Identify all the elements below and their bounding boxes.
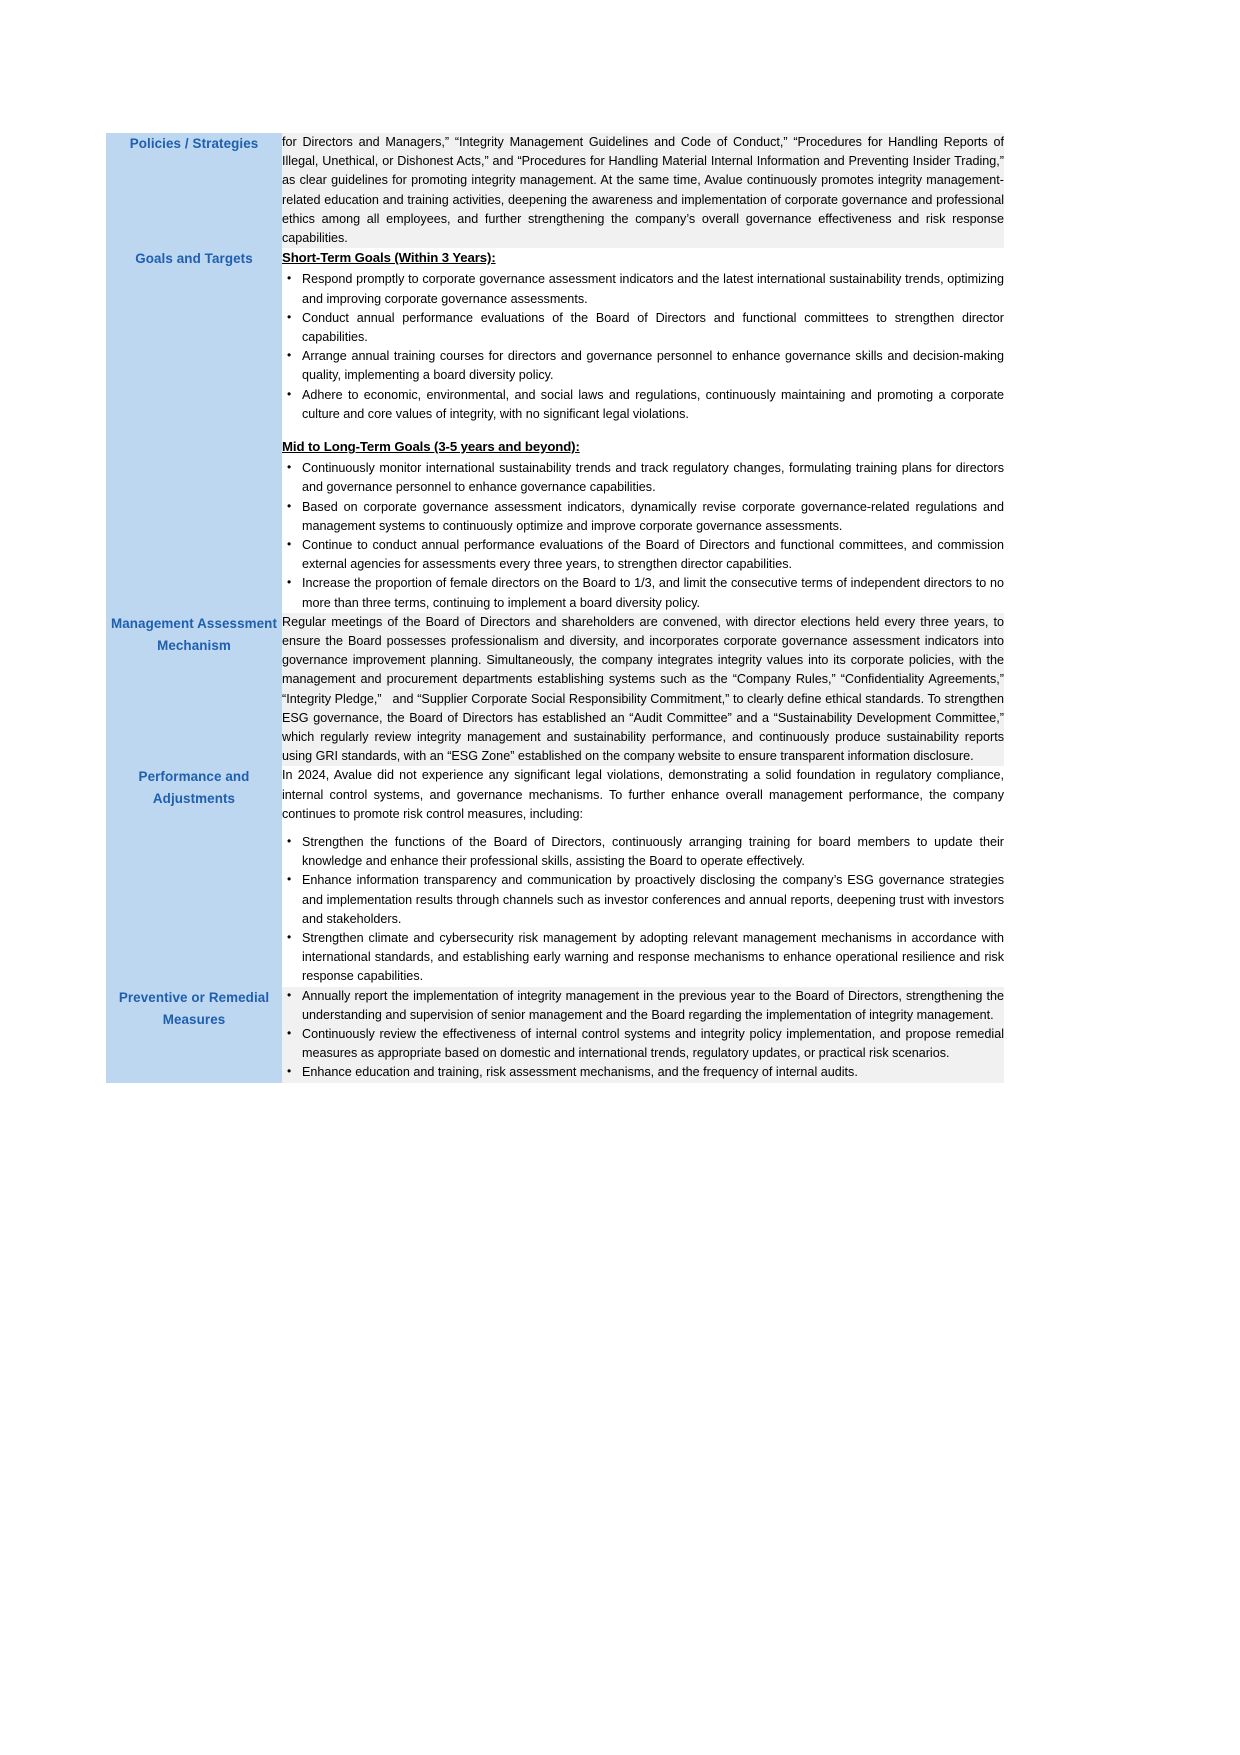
row-label-goals-and-targets: Goals and Targets xyxy=(106,248,282,613)
list-item: • Adhere to economic, environmental, and social laws and regulations, continuously maintaining and promoting a corporate culture and core values of integrity, with no significant legal violations. xyxy=(282,386,1004,424)
table-row xyxy=(106,133,1004,248)
row-content-management-assessment-mechanism xyxy=(282,613,1004,767)
list-item: • Strengthen the functions of the Board of Directors, continuously arranging training for board members to update their knowledge and enhance their professional skills, assisting the Board to operate effectively. xyxy=(282,833,1004,871)
mid-long-term-goals-heading: Mid to Long-Term Goals (3-5 years and beyond): xyxy=(282,438,580,454)
row-label-performance-and-adjustments: Performance and Adjustments xyxy=(106,766,282,986)
row-content-policies-strategies xyxy=(282,133,1004,248)
section-gap xyxy=(282,424,1004,437)
governance-table-container xyxy=(106,133,1004,1083)
preventive-measures-list xyxy=(282,987,1004,1083)
list-item: • Continuously monitor international sustainability trends and track regulatory changes, formulating training plans for directors and governance personnel to enhance governance capabilities. xyxy=(282,459,1004,497)
table-row xyxy=(106,248,1004,613)
paragraph: Regular meetings of the Board of Directors and shareholders are convened, with director elections held every three years, to ensure the Board possesses professionalism and diversity, and incorporates corporate governance assessment indicators into governance improvement planning. Simultaneously, the company integrates integrity values into its corporate policies, with the management and procurement departments establishing systems such as the “Company Rules,” “Confidentiality Agreements,” “Integrity Pledge,” and “Supplier Corporate Social Responsibility Commitment,” to clearly define ethical standards. To strengthen ESG governance, the Board of Directors has established an “Audit Committee” and a “Sustainability Development Committee,” which regularly review integrity management and sustainability performance, and continuously produce sustainability reports using GRI standards, with an “ESG Zone” established on the company website to ensure transparent information disclosure. xyxy=(282,614,1004,764)
table-row xyxy=(106,987,1004,1083)
paragraph: for Directors and Managers,” “Integrity Management Guidelines and Code of Conduct,” “Procedures for Handling Reports of Illegal, Unethical, or Dishonest Acts,” and “Procedures for Handling Material Internal Information and Preventing Insider Trading,” as clear guidelines for promoting integrity management. At the same time, Avalue continuously promotes integrity management-related education and training activities, deepening the awareness and implementation of corporate governance and professional ethics among all employees, and further strengthening the company’s overall governance effectiveness and risk response capabilities. xyxy=(282,135,1004,246)
table-row xyxy=(106,613,1004,767)
list-item: • Based on corporate governance assessment indicators, dynamically revise corporate governance-related regulations and management systems to continuously optimize and improve corporate governance assessments. xyxy=(282,498,1004,536)
list-item: • Arrange annual training courses for directors and governance personnel to enhance governance skills and decision-making quality, implementing a board diversity policy. xyxy=(282,347,1004,385)
row-label-policies-strategies: Policies / Strategies xyxy=(106,133,282,248)
list-item: • Annually report the implementation of integrity management in the previous year to the Board of Directors, strengthening the understanding and supervision of senior management and the Board regarding the implementation of integrity management. xyxy=(282,987,1004,1025)
short-term-goals-list xyxy=(282,270,1004,424)
list-item: • Continue to conduct annual performance evaluations of the Board of Directors and functional committees, and commission external agencies for assessments every three years, to strengthen director capabilities. xyxy=(282,536,1004,574)
mid-long-term-goals-list xyxy=(282,459,1004,613)
list-item: • Increase the proportion of female directors on the Board to 1/3, and limit the consecutive terms of independent directors to no more than three terms, continuing to implement a board diversity policy. xyxy=(282,574,1004,612)
row-content-preventive-or-remedial-measures xyxy=(282,987,1004,1083)
list-item: • Enhance information transparency and communication by proactively disclosing the company’s ESG governance strategies and implementation results through channels such as investor conferences and annual reports, deepening trust with investors and stakeholders. xyxy=(282,871,1004,929)
list-item: • Respond promptly to corporate governance assessment indicators and the latest international sustainability trends, optimizing and improving corporate governance assessments. xyxy=(282,270,1004,308)
list-item: • Strengthen climate and cybersecurity risk management by adopting relevant management mechanisms in accordance with international standards, and establishing early warning and response mechanisms to enhance operational resilience and risk response capabilities. xyxy=(282,929,1004,987)
row-label-management-assessment-mechanism: Management Assessment Mechanism xyxy=(106,613,282,767)
row-label-preventive-or-remedial-measures: Preventive or Remedial Measures xyxy=(106,987,282,1083)
row-content-performance-and-adjustments xyxy=(282,766,1004,986)
list-item: • Enhance education and training, risk assessment mechanisms, and the frequency of internal audits. xyxy=(282,1063,1004,1082)
performance-measures-list xyxy=(282,833,1004,987)
governance-table-body xyxy=(106,133,1004,1083)
row-content-goals-and-targets xyxy=(282,248,1004,613)
governance-table xyxy=(106,133,1004,1083)
table-row xyxy=(106,766,1004,986)
list-item: • Conduct annual performance evaluations of the Board of Directors and functional committees to strengthen director capabilities. xyxy=(282,309,1004,347)
short-term-goals-heading: Short-Term Goals (Within 3 Years): xyxy=(282,250,496,266)
intro-paragraph: In 2024, Avalue did not experience any significant legal violations, demonstrating a solid foundation in regulatory compliance, internal control systems, and governance mechanisms. To further enhance overall management performance, the company continues to promote risk control measures, including: xyxy=(282,768,1004,821)
list-item: • Continuously review the effectiveness of internal control systems and integrity policy implementation, and propose remedial measures as appropriate based on domestic and international trends, regulatory updates, or practical risk scenarios. xyxy=(282,1025,1004,1063)
